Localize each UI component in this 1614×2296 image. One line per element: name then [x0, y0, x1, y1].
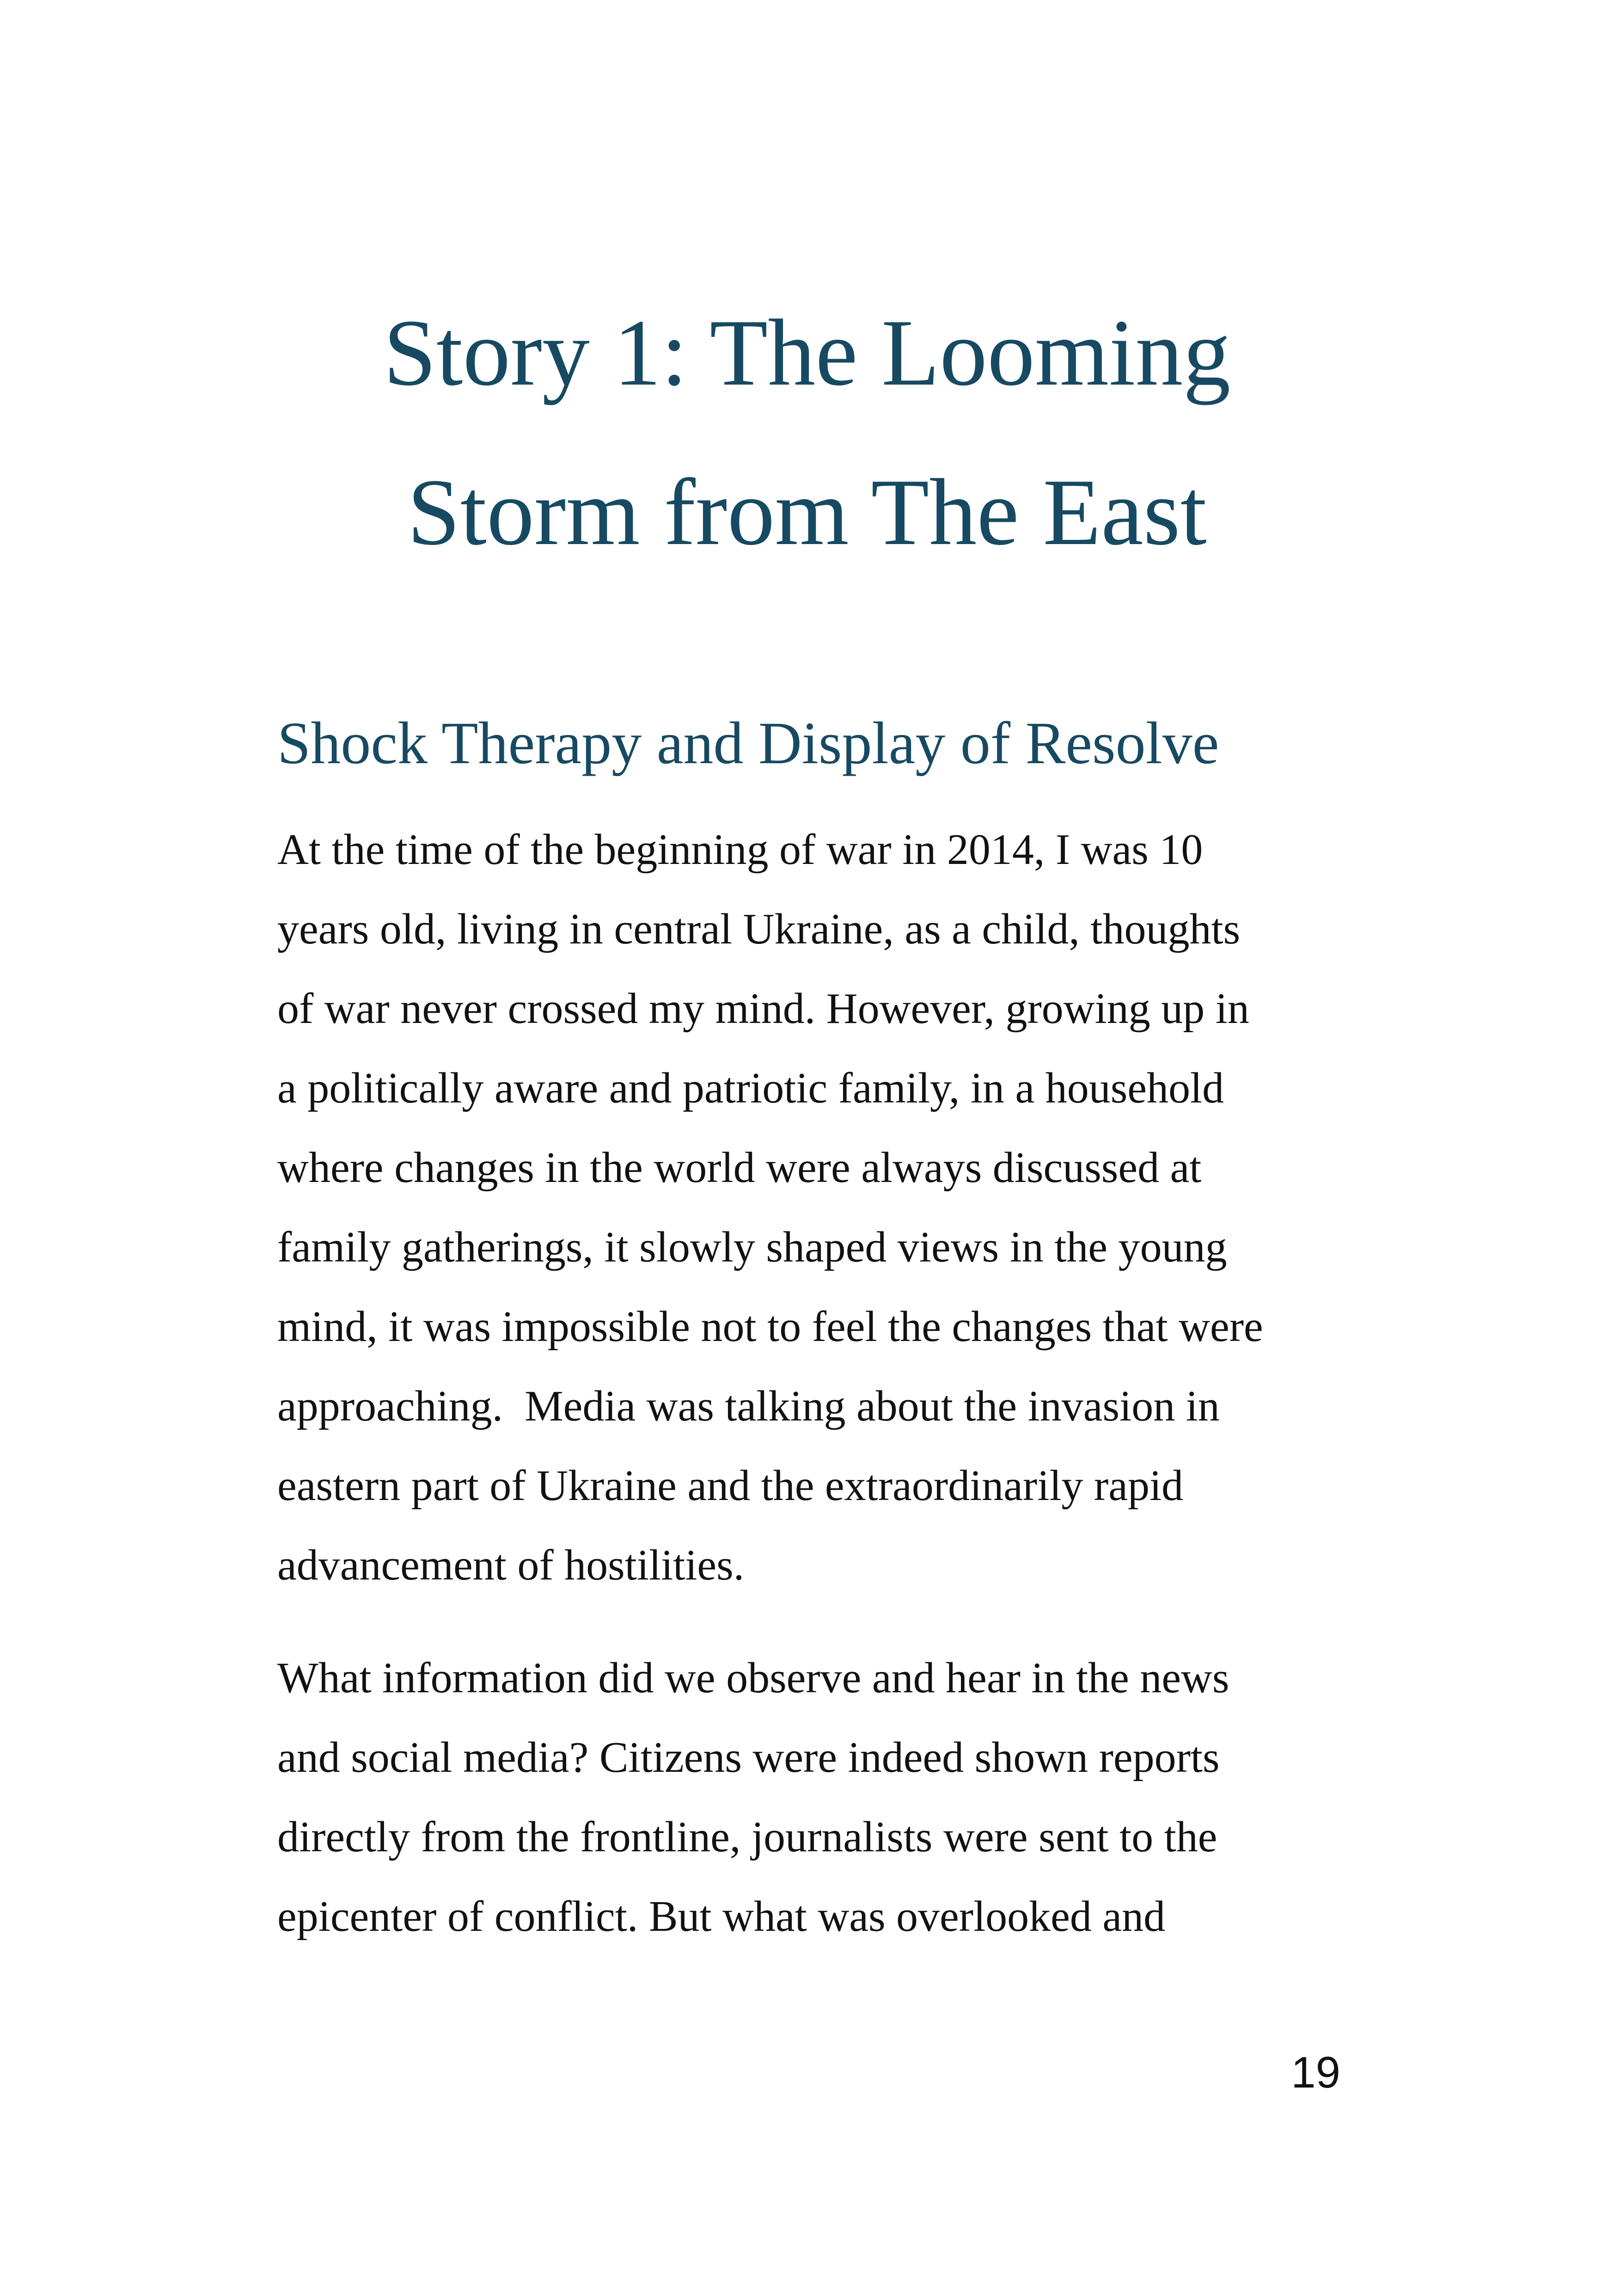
text-line: At the time of the beginning of war in 2014, I was 10 — [277, 826, 1203, 874]
text-line: and social media? Citizens were indeed shown reports — [277, 1733, 1220, 1782]
text-line: a politically aware and patriotic family, in a household — [277, 1064, 1224, 1112]
text-line: years old, living in central Ukraine, as a child, thoughts — [277, 905, 1241, 953]
text-line: epicenter of conflict. But what was overlooked and — [277, 1892, 1166, 1941]
story-title — [0, 273, 1614, 592]
story-title-line-2: Storm from The East — [407, 459, 1207, 565]
section-heading: Shock Therapy and Display of Resolve — [277, 710, 1219, 777]
text-line: mind, it was impossible not to feel the changes that were — [277, 1303, 1263, 1351]
page-number: 19 — [1291, 2048, 1340, 2097]
text-line: of war never crossed my mind. However, growing up in — [277, 985, 1249, 1033]
text-line: family gatherings, it slowly shaped views in the young — [277, 1223, 1227, 1271]
text-line: advancement of hostilities. — [277, 1541, 745, 1589]
text-line: What information did we observe and hear in the news — [277, 1654, 1229, 1702]
text-line: approaching. Media was talking about the invasion in — [277, 1382, 1220, 1430]
text-line: where changes in the world were always discussed at — [277, 1144, 1202, 1192]
text-line: eastern part of Ukraine and the extraordinarily rapid — [277, 1462, 1184, 1510]
story-title-line-1: Story 1: The Looming — [383, 300, 1231, 405]
body-paragraph-1 — [277, 810, 1340, 1605]
text-line: directly from the frontline, journalists were sent to the — [277, 1813, 1217, 1861]
body-paragraph-2 — [277, 1638, 1340, 1956]
